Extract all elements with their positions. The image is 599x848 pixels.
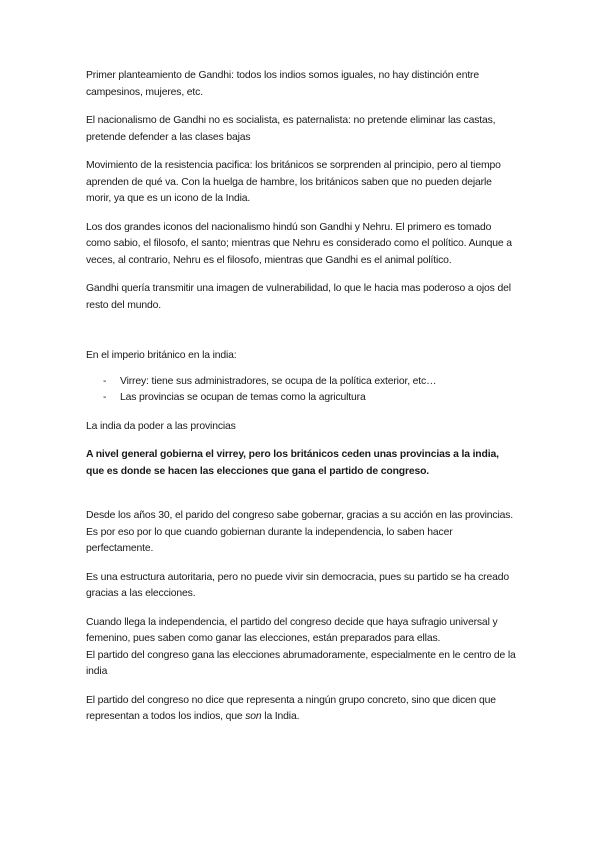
- document-page: [86, 68, 516, 726]
- paragraph-viceroy-bold: A nivel general gobierna el virrey, pero los británicos ceden unas provincias a la india, que es donde se hacen las elecciones que gana el partido de congreso.: [86, 449, 499, 477]
- paragraph-congress-since-30s: Desde los años 30, el parido del congreso sabe gobernar, gracias a su acción en las provincias. Es por eso por lo que cuando gobiernan durante la independencia, lo saben hacer perfectamente.: [86, 510, 514, 554]
- paragraph-gandhi-nehru-icons: Los dos grandes iconos del nacionalismo hindú son Gandhi y Nehru. El primero es tomado como sabio, el filosofo, el santo; mientras que Nehru es considerado como el político. Aunque a veces, al contrario, Nehru es el filosofo, mientras que Gandhi es el animal político.: [86, 221, 512, 266]
- paragraph-pacific-resistance: Movimiento de la resistencia pacifica: los británicos se sorprenden al principio, pero al tiempo aprenden de qué va. Con la huelga de hambre, los británicos saben que no pueden dejarle morir, ya que es un icono de la India.: [86, 160, 501, 204]
- paragraph-independence-suffrage: Cuando llega la independencia, el partido del congreso decide que haya sufragio universal y femenino, pues saben como ganar las elecciones, están preparados para ellas.: [86, 616, 498, 644]
- paragraph-gandhi-first-approach: Primer planteamiento de Gandhi: todos los indios somos iguales, no hay distinción entre campesinos, mujeres, etc.: [86, 70, 479, 98]
- paragraph-british-empire: En el imperio británico en la india:: [86, 350, 237, 361]
- paragraph-authoritarian-structure: Es una estructura autoritaria, pero no puede vivir sin democracia, pues su partido se ha creado gracias a las elecciones.: [86, 571, 509, 599]
- paragraph-vulnerability: Gandhi quería transmitir una imagen de vulnerabilidad, lo que le hacia mas poderoso a ojos del resto del mundo.: [86, 283, 511, 311]
- italic-word: son: [245, 711, 262, 722]
- paragraph-gandhi-nationalism: El nacionalismo de Gandhi no es socialista, es paternalista: no pretende eliminar las castas, pretende defender a las clases bajas: [86, 115, 496, 143]
- paragraph-congress-wins: El partido del congreso gana las elecciones abrumadoramente, especialmente en le centro de la india: [86, 649, 516, 677]
- paragraph-text-end: la India.: [261, 711, 300, 722]
- paragraph-india-provinces: La india da poder a las provincias: [86, 420, 236, 432]
- paragraph-congress-represents: [86, 693, 516, 726]
- list-item: - Virrey: tiene sus administradores, se ocupa de la política exterior, etc…: [103, 374, 516, 391]
- paragraph-text: El partido del congreso no dice que representa a ningún grupo concreto, sino que dicen que representan a todos los indios, que: [86, 694, 496, 722]
- list-item: - Las provincias se ocupan de temas como la agricultura: [103, 390, 516, 407]
- bullet-list: [86, 374, 516, 407]
